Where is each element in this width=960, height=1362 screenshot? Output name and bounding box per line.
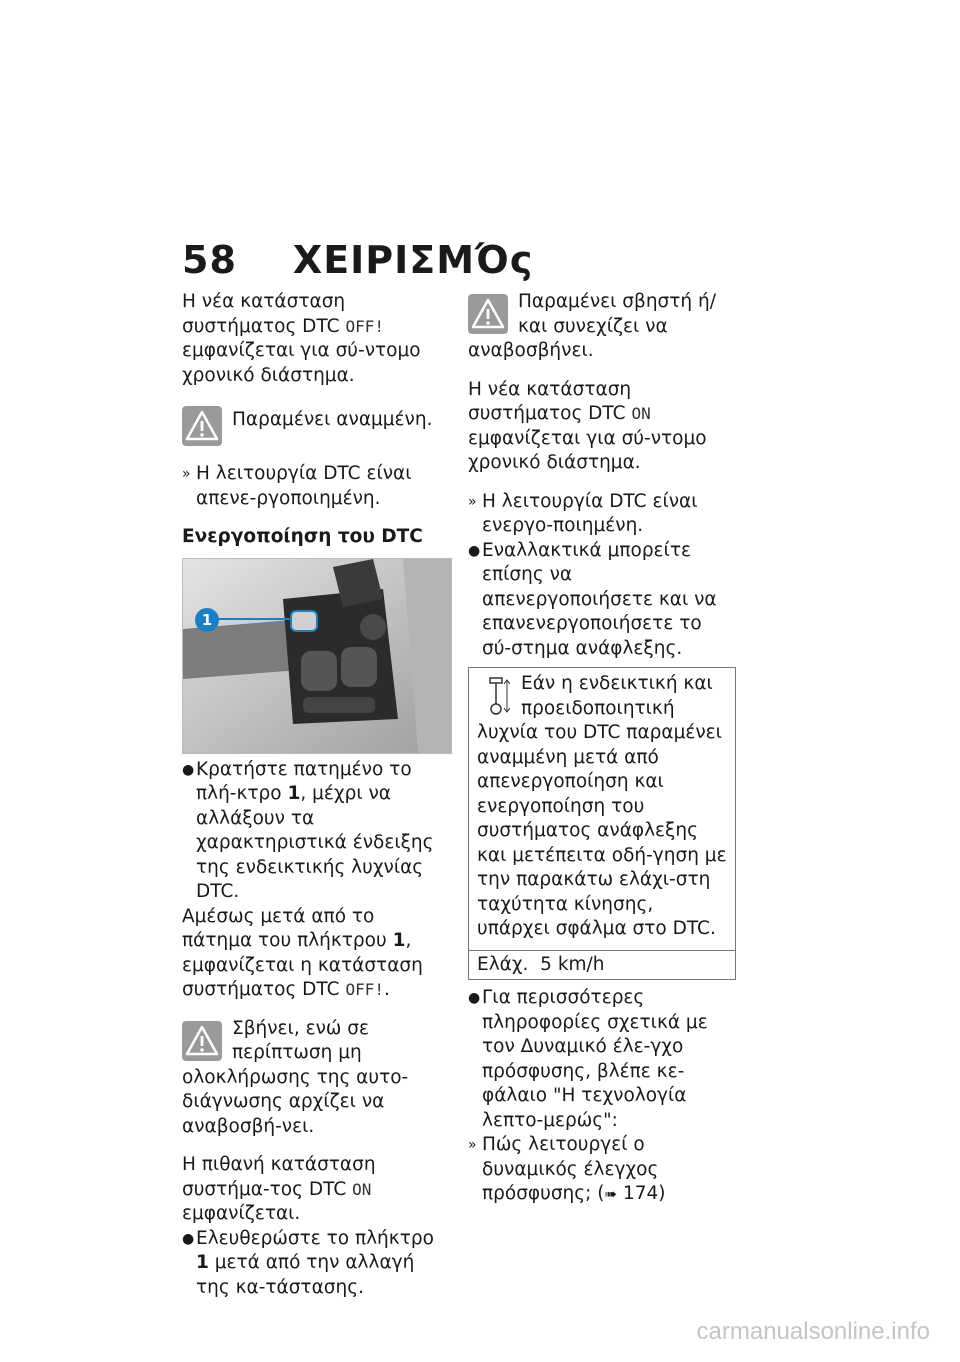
- status-code: OFF!: [345, 980, 384, 999]
- step-item: ● Ελευθερώστε το πλήκτρο 1 μετά από την αλλαγή της κα-τάστασης.: [182, 1227, 434, 1298]
- bullet-icon: ●: [182, 761, 195, 778]
- key-reference: 1: [287, 783, 301, 804]
- callout-number: 1: [201, 610, 213, 629]
- status-code: OFF!: [345, 316, 384, 336]
- left-column: [182, 290, 450, 1300]
- key-reference: 1: [196, 1252, 209, 1273]
- result-arrow-icon: »: [182, 466, 191, 482]
- paragraph: Αμέσως μετά από το πάτημα του πλήκτρου 1, εμφανίζεται η κατάσταση συστήματος DTC OFF!.: [182, 905, 423, 1000]
- technical-note-value: [469, 950, 735, 980]
- page-number: 58: [182, 238, 237, 282]
- warning-text: Παραμένει αναμμένη.: [232, 409, 433, 430]
- callout-marker: [195, 608, 219, 632]
- watermark: carmanualsonline.info: [696, 1318, 930, 1345]
- technical-gauge-icon: [487, 676, 513, 716]
- status-code: ON: [631, 404, 651, 423]
- result-item: » Η λειτουργία DTC είναι απενε-ργοποιημένη.: [182, 463, 412, 509]
- result-arrow-icon: »: [468, 1137, 477, 1153]
- arrow-right-icon: ➠: [604, 1185, 618, 1203]
- handlebar-switch-photo: [182, 558, 452, 754]
- section-heading: Ενεργοποίηση του DTC: [182, 526, 423, 547]
- paragraph: Η πιθανή κατάσταση συστήμα-τος DTC ON εμφανίζεται.: [182, 1154, 376, 1224]
- technical-note-text: Εάν η ενδεικτική και προειδοποιητική λυχνία του DTC παραμένει αναμμένη μετά από απενεργοποίηση και ενεργοποίηση του συστήματος ανάφλεξης και μετέπειτα οδή-γηση με την παρακάτω ελάχι-στη ταχύτητα κίνησης, υπάρχει σφάλμα στο DTC.: [477, 673, 727, 939]
- paragraph: Η νέα κατάσταση συστήματος DTC ON εμφανίζεται για σύ-ντομο χρονικό διάστημα.: [468, 378, 707, 473]
- warning-note: [182, 402, 450, 454]
- step-item: ● Εναλλακτικά μπορείτε επίσης να απενεργοποιήσετε και να επανενεργοποιήσετε το σύ-στημα ανάφλεξης.: [468, 539, 717, 659]
- step-item: ● Για περισσότερες πληροφορίες σχετικά με τον Δυναμικό έλε-γχο πρόσφυσης, βλέπε κε-φάλαιο "Η τεχνολογία λεπτο-μερώς":: [468, 987, 708, 1131]
- status-code: ON: [352, 1179, 372, 1199]
- paragraph: Η νέα κατάσταση συστήματος DTC OFF! εμφανίζεται για σύ-ντομο χρονικό διάστημα.: [182, 291, 421, 386]
- bullet-icon: ●: [468, 542, 481, 559]
- technical-note-box: [468, 667, 736, 980]
- bullet-icon: ●: [182, 1230, 195, 1247]
- result-item: » Πώς λειτουργεί ο δυναμικός έλεγχος πρόσφυσης; (➠ 174): [468, 1134, 666, 1204]
- right-column: [468, 290, 736, 1207]
- handlebar-switch-illustration: [183, 559, 451, 753]
- page-header: [182, 238, 533, 282]
- warning-text: Σβήνει, ενώ σε περίπτωση μη ολοκλήρωσης της αυτο-διάγνωσης αρχίζει να αναβοσβή-νει.: [182, 1017, 409, 1137]
- warning-note: [468, 290, 736, 364]
- result-item: » Η λειτουργία DTC είναι ενεργο-ποιημένη.: [468, 490, 698, 536]
- page-reference[interactable]: 174: [622, 1183, 659, 1204]
- warning-note: [182, 1017, 450, 1140]
- note-label: Ελάχ.: [477, 953, 529, 975]
- warning-text: Παραμένει σβηστή ή/και συνεχίζει να αναβοσβήνει.: [468, 291, 716, 361]
- note-value: 5 km/h: [540, 953, 605, 975]
- bullet-icon: ●: [468, 990, 481, 1006]
- step-item: ● Κρατήστε πατημένο το πλή-κτρο 1, μέχρι να αλλάξουν τα χαρακτηριστικά ένδειξης της ενδεικτικής λυχνίας DTC.: [182, 758, 434, 902]
- warning-triangle-icon: [182, 406, 222, 446]
- chapter-title: ΧΕΙΡΙΣΜΌς: [292, 238, 534, 282]
- key-reference: 1: [392, 930, 406, 951]
- warning-triangle-icon: [468, 294, 508, 334]
- result-arrow-icon: »: [468, 493, 477, 510]
- warning-triangle-icon: [182, 1021, 222, 1061]
